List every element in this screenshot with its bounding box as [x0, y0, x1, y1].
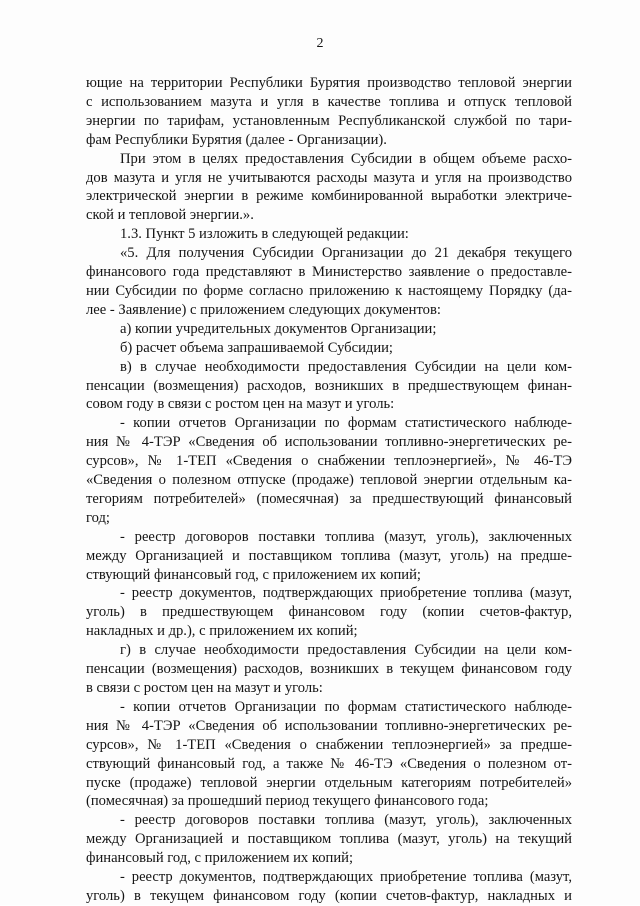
text-line: г) в случае необходимости предоставления Субсидии на цели ком- — [120, 642, 572, 659]
text-line: ющие на территории Республики Бурятия производство тепловой энергии — [86, 75, 572, 91]
text-line: уголь) в предшествующем финансовом году (копии счетов-фактур, — [86, 604, 572, 621]
text-line: 1.3. Пункт 5 изложить в следующей редакции: — [120, 226, 409, 243]
text-line: ствующий финансовый год, а также № 46-ТЭ «Сведения о полезном от- — [86, 755, 572, 772]
text-line: - реестр договоров поставки топлива (мазут, уголь), заключенных — [120, 528, 572, 545]
text-line: сурсов», № 1-ТЕП «Сведения о снабжении теплоэнергией», № 46-ТЭ — [86, 453, 572, 470]
text-line: дов мазута и угля не учитываются расходы мазута и угля на производство — [86, 169, 572, 186]
text-line: лее - Заявление) с приложением следующих документов: — [86, 301, 441, 318]
text-line: финансовый год, с приложением их копий; — [86, 850, 354, 867]
text-line: а) копии учредительных документов Организации; — [120, 320, 437, 337]
text-line: пуске (продаже) тепловой энергии отдельным категориям потребителей» — [86, 774, 572, 791]
text-line: пенсации (возмещения) расходов, возникших в предшествующем финан- — [86, 377, 572, 394]
text-line: уголь) в текущем финансовом году (копии счетов-фактур, накладных и — [86, 887, 572, 904]
text-line: «5. Для получения Субсидии Организации до 21 декабря текущего — [120, 245, 572, 262]
text-line: б) расчет объема запрашиваемой Субсидии; — [120, 339, 393, 356]
text-line: пенсации (возмещения) расходов, возникших в текущем финансовом году — [86, 661, 572, 678]
text-line: ской и тепловой энергии.». — [86, 207, 254, 224]
text-line: - копии отчетов Организации по формам статистического наблюде- — [120, 698, 572, 715]
text-line: ствующий финансовый год, с приложением их копий; — [86, 566, 421, 583]
text-line: накладных и др.), с приложением их копий; — [86, 623, 358, 640]
text-line: - реестр договоров поставки топлива (мазут, уголь), заключенных — [120, 812, 572, 829]
text-line: При этом в целях предоставления Субсидии в общем объеме расхо- — [120, 150, 572, 167]
text-line: (помесячная) за прошедший период текущего финансового года; — [86, 793, 489, 810]
text-line: фам Республики Бурятия (далее - Организации). — [86, 131, 387, 148]
text-line: год; — [86, 509, 110, 526]
text-line: совом году в связи с ростом цен на мазут и уголь: — [86, 396, 395, 413]
text-line: тегориям потребителей» (помесячная) за предшествующий финансовый — [86, 490, 572, 507]
text-line: нии Субсидии по форме согласно приложению к настоящему Порядку (да- — [86, 282, 572, 299]
page-number: 2 — [316, 36, 324, 51]
text-line: сурсов», № 1-ТЕП «Сведения о снабжении теплоэнергией» за предше- — [86, 736, 572, 753]
text-line: с использованием мазута и угля в качестве топлива и отпуск тепловой — [86, 93, 572, 110]
text-line: - реестр документов, подтверждающих приобретение топлива (мазут, — [120, 869, 572, 886]
text-line: между Организацией и поставщиком топлива (мазут, уголь) на текущий — [86, 831, 572, 848]
text-line: в) в случае необходимости предоставления Субсидии на цели ком- — [120, 358, 572, 375]
text-line: энергии по тарифам, установленным Республиканской службой по тари- — [86, 112, 572, 129]
text-line: между Организацией и поставщиком топлива (мазут, уголь) на предше- — [86, 547, 572, 564]
text-line: ния № 4-ТЭР «Сведения об использовании топливно-энергетических ре- — [86, 434, 572, 451]
text-line: финансового года представляют в Министерство заявление о предоставле- — [86, 264, 572, 281]
text-line: в связи с ростом цен на мазут и уголь: — [86, 680, 323, 696]
text-line: электрической энергии в режиме комбинированной выработки электриче- — [86, 188, 572, 205]
text-line: - реестр документов, подтверждающих приобретение топлива (мазут, — [120, 585, 572, 602]
text-line: ния № 4-ТЭР «Сведения об использовании топливно-энергетических ре- — [86, 717, 572, 734]
text-line: «Сведения о полезном отпуске (продаже) тепловой энергии отдельным ка- — [86, 472, 572, 489]
document-body — [86, 74, 572, 906]
text-line: - копии отчетов Организации по формам статистического наблюде- — [120, 415, 572, 432]
